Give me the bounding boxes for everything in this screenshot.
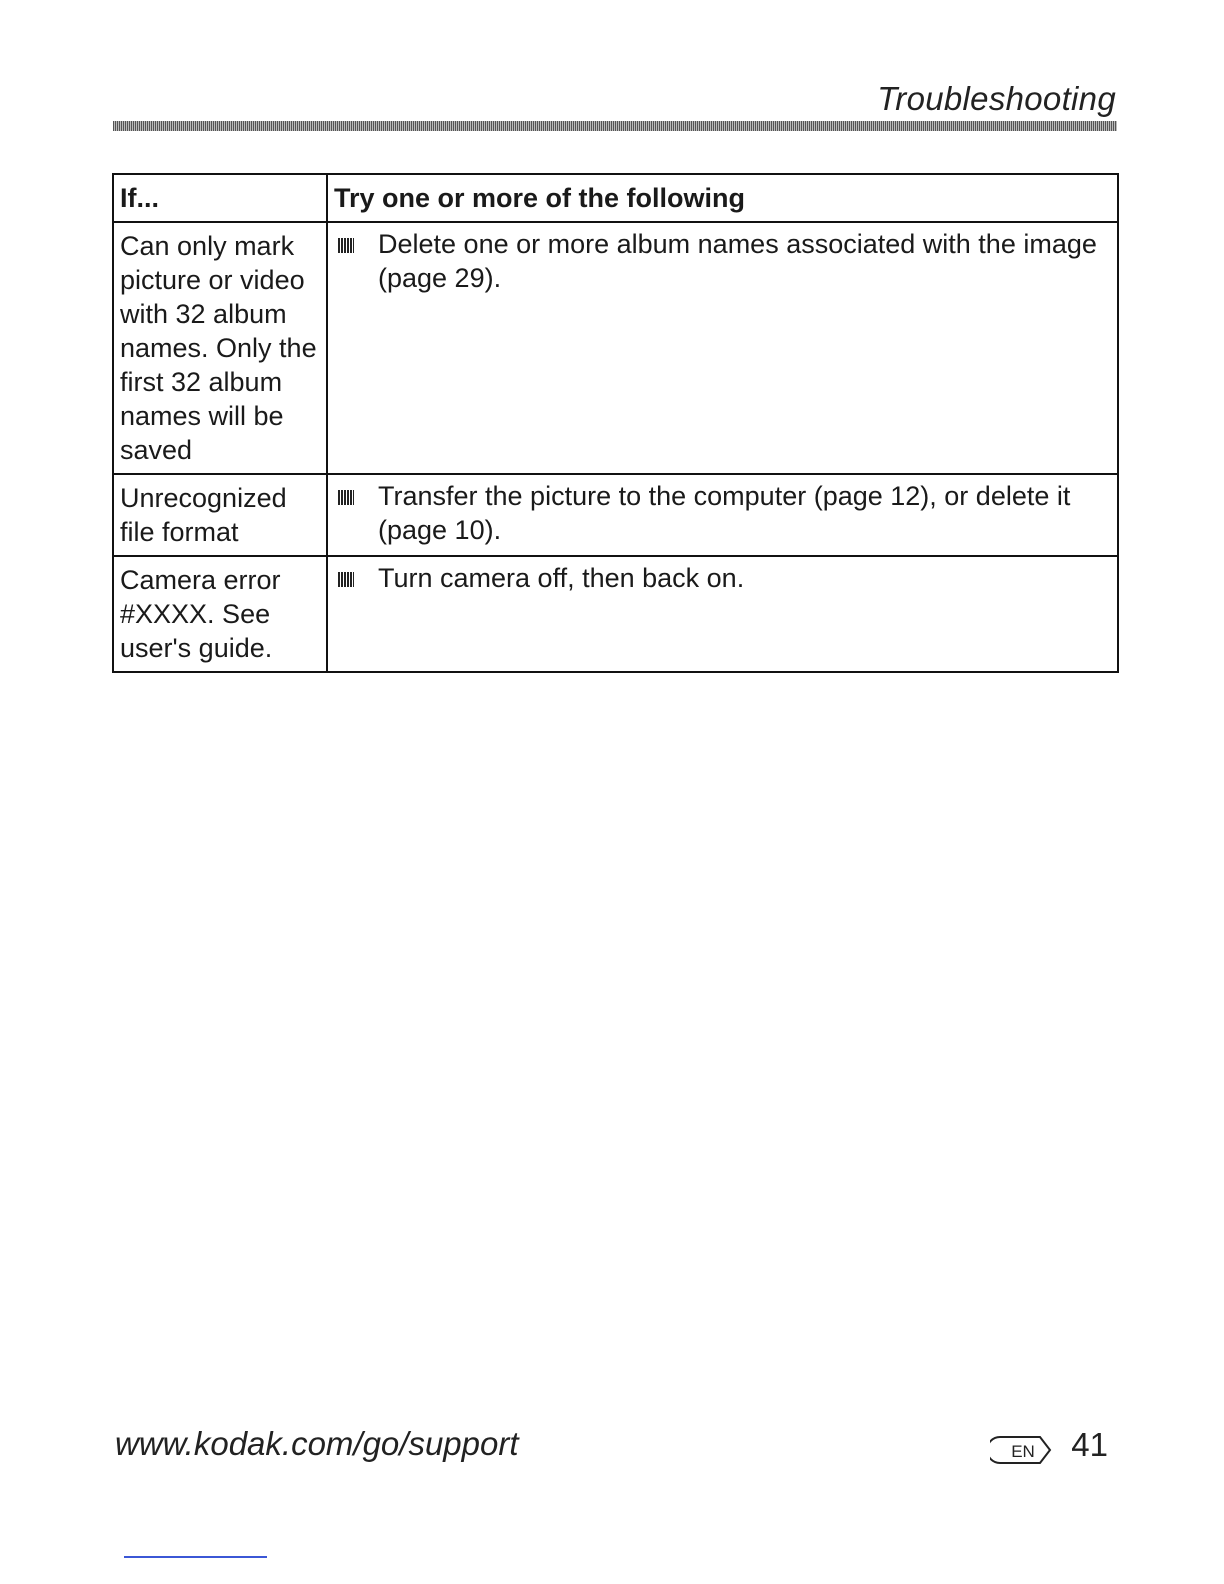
table-row [113, 556, 1118, 672]
bottom-rule [124, 1556, 267, 1558]
header-rule [113, 121, 1117, 131]
solution-item [334, 561, 1111, 595]
bullet-icon [338, 490, 354, 505]
language-badge-icon [990, 1435, 1052, 1465]
bullet-icon [338, 238, 354, 253]
solution-cell [327, 222, 1118, 474]
column-header-try: Try one or more of the following [327, 174, 1118, 222]
solution-cell [327, 556, 1118, 672]
solution-text: Delete one or more album names associated with the image (page 29). [378, 229, 1097, 293]
problem-cell: Can only mark picture or video with 32 album names. Only the first 32 album names will be saved [113, 222, 327, 474]
page-number: 41 [1071, 1426, 1108, 1463]
table-header-row [113, 174, 1118, 222]
table-row [113, 474, 1118, 556]
column-header-if: If... [113, 174, 327, 222]
troubleshooting-table [112, 173, 1119, 673]
problem-cell: Unrecognized file format [113, 474, 327, 556]
solution-text: Transfer the picture to the computer (page 12), or delete it (page 10). [378, 481, 1071, 545]
problem-cell: Camera error #XXXX. See user's guide. [113, 556, 327, 672]
language-badge-label: EN [1011, 1442, 1035, 1461]
solution-cell [327, 474, 1118, 556]
solution-item [334, 227, 1111, 295]
solution-item [334, 479, 1111, 547]
table-row [113, 222, 1118, 474]
bullet-icon [338, 572, 354, 587]
solution-text: Turn camera off, then back on. [378, 563, 745, 593]
support-url-link[interactable]: www.kodak.com/go/support [115, 1425, 519, 1462]
section-title: Troubleshooting [877, 80, 1116, 117]
